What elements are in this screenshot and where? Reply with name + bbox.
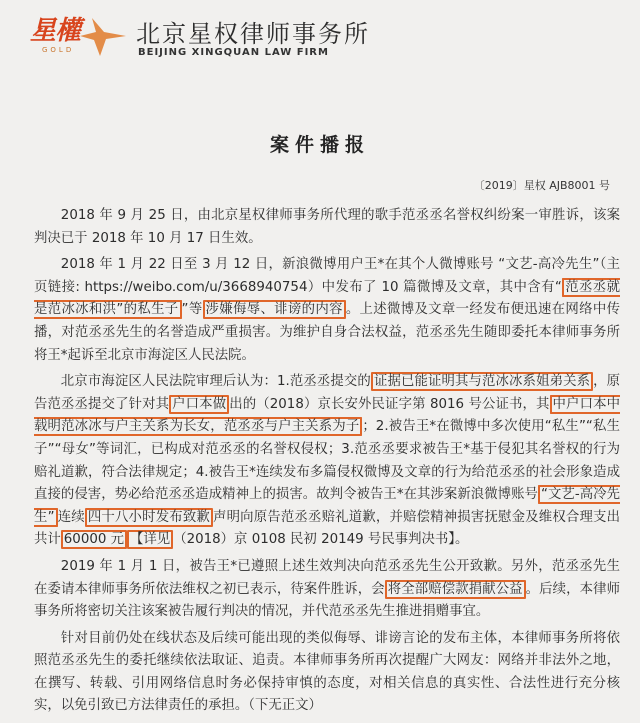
highlight-box: 涉嫌侮辱、诽谤的内容 [203, 300, 346, 319]
text-run: ，原告范丞丞提交了针对其 [34, 374, 621, 412]
text-run: 声明向原告范丞丞赔礼道歉，并赔偿精神损害抚慰金及维权合理支出共计 [34, 509, 621, 548]
text-run: 。后续，本律师事务所将密切关注该案被告履行判决的情况，并代范丞丞先生推进捐赠事宜。 [34, 581, 621, 620]
letterhead [0, 0, 640, 70]
highlight-box: “文艺-高冷先生” [34, 487, 620, 525]
paragraph-3 [34, 371, 620, 552]
text-run: 连续 [57, 509, 85, 525]
logo-text: 星權 [30, 16, 81, 46]
case-number: 〔2019〕星权 AJB8001 号 [473, 179, 610, 192]
logo-subtext: GOLD [42, 46, 75, 54]
text-run: 北京市海淀区人民法院审理后认为：1.范丞丞提交的 [60, 374, 371, 390]
paragraph-1-text: 2018 年 9 月 25 日，由北京星权律师事务所代理的歌手范丞丞名誉权纠纷案一审胜诉，该案判决已于 2018 年 10 月 17 日生效。 [34, 208, 620, 246]
firm-name-en: BEIJING XINGQUAN LAW FIRM [138, 47, 329, 58]
paragraph-4 [34, 556, 620, 624]
text-run: 。上述微博及文章一经发布便迅速在网络中传播，对范丞丞先生的名誉造成严重损害。为维护自身合法权益，范丞丞先生随即委托本律师事务所将王*起诉至北京市海淀区人民法院。 [34, 302, 621, 363]
highlight-box: 户口本做 [169, 395, 229, 414]
firm-name-cn: 北京星权律师事务所 [136, 20, 370, 48]
highlight-box: 中户口本中载明范冰冰与户主关系为长女，范丞丞与户主关系为子 [34, 396, 620, 435]
text-run: （2018）京 0108 民初 20149 号民事判决书】。 [173, 532, 469, 548]
highlight-box: 四十八小时发布致歉 [85, 508, 213, 527]
text-run: ；2.被告王*在微博中多次使用“私生”“私生子”“母女”等词汇，已构成对范丞丞的名誉权侵权；3.范丞丞要求被告王*基于侵犯其名誉权的行为赔礼道歉，符合法律规定；4.被告王*连续发布多篇侵权微博及文章的行为给范丞丞的社会形象造成直接的侵害，势必给范丞丞造成精神上的损害。故判令被告王*在其涉案新浪微博账号 [34, 419, 620, 503]
highlight-box: 【详见 [127, 530, 173, 549]
paragraph-5 [34, 628, 620, 718]
text-run: 2019 年 1 月 1 日，被告王*已遵照上述生效判决向范丞丞先生公开致歉。另外，范丞丞先生在委请本律师事务所依法维权之初已表示，待案件胜诉，会 [34, 558, 620, 597]
highlight-box: 60000 元 [61, 530, 127, 549]
paragraph-1 [34, 205, 620, 250]
highlight-box: 范丞丞就是范冰冰和洪”的私生子 [34, 279, 620, 318]
paragraph-5-text: 针对目前仍处在线状态及后续可能出现的类似侮辱、诽谤言论的发布主体，本律师事务所将依照范丞丞先生的委托继续依法取证、追责。本律师事务所再次提醒广大网友：网络并非法外之地，在撰写、转载、引用网络信息时务必保持审慎的态度，对相关信息的真实性、合法性进行充分核实，以免引致已方法律责任的承担。（下无正文） [34, 630, 620, 714]
text-run: ”等 [181, 302, 203, 318]
page-title: 案件播报 [269, 134, 370, 156]
highlight-box: 证据已能证明其与范冰冰系姐弟关系 [371, 372, 593, 391]
paragraph-2 [34, 254, 620, 367]
document-body [34, 205, 620, 722]
highlight-box: 将全部赔偿款捐献公益 [385, 580, 526, 599]
text-run: 2018 年 1 月 22 日至 3 月 12 日，新浪微博用户王*在其个人微博账号 “文艺-高冷先生”（主页链接: https://weibo.com/u/3668940754）中发布了 10 篇微博及文章，其中含有“ [34, 257, 620, 295]
text-run: 出的（2018）京长安外民证字第 8016 号公证书，其 [229, 396, 550, 412]
